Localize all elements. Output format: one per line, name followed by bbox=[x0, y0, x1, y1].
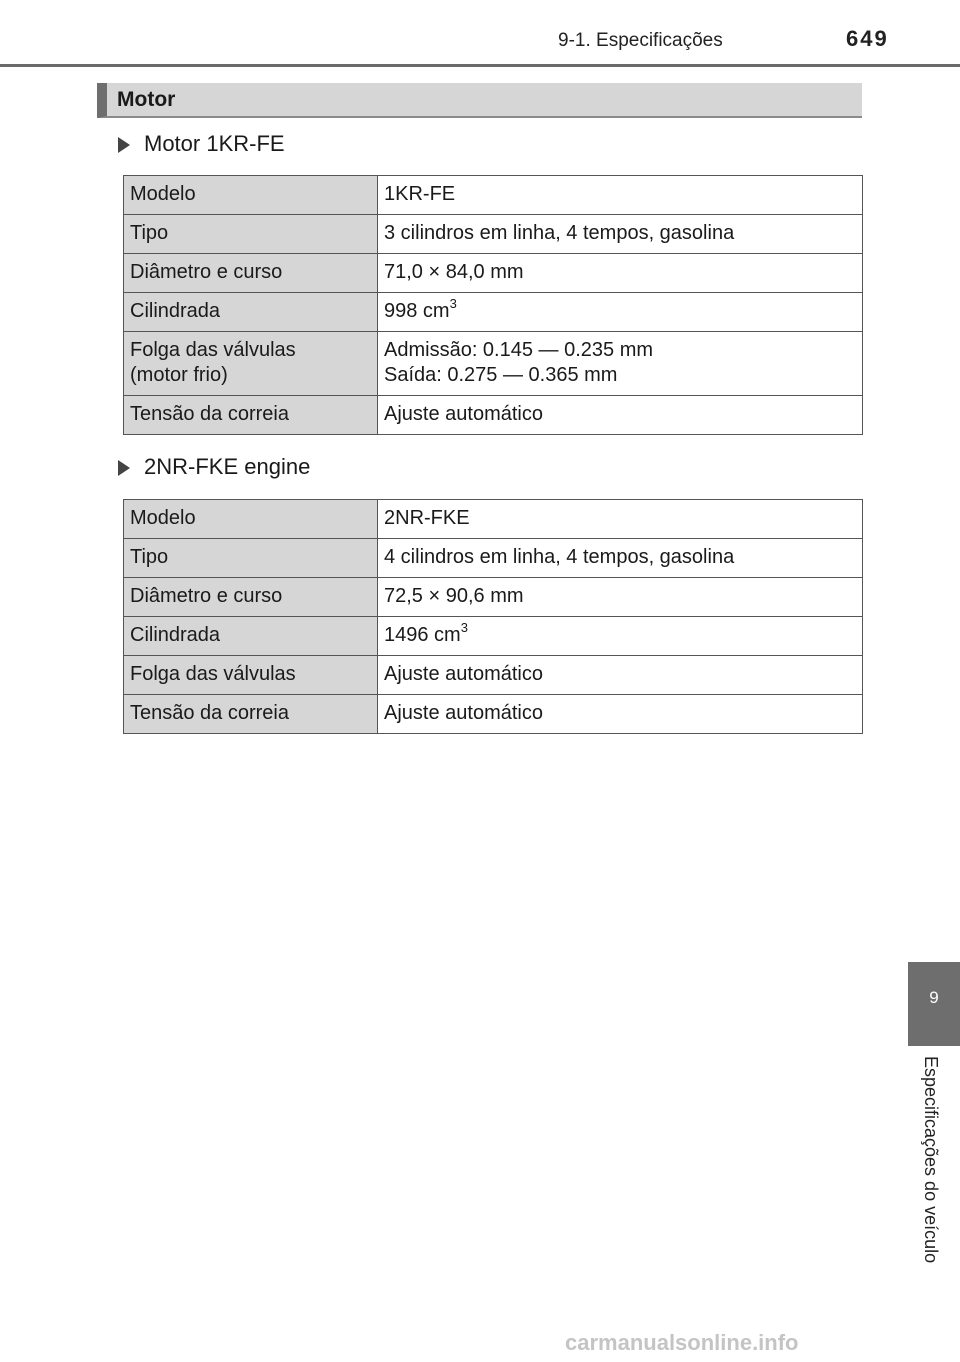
spec-value-text: 1KR-FE bbox=[384, 183, 456, 205]
chapter-tab bbox=[908, 962, 960, 1046]
spec-row bbox=[124, 695, 863, 734]
spec-value bbox=[378, 176, 863, 215]
engine-heading-2nr bbox=[118, 454, 310, 480]
unit-superscript: 3 bbox=[460, 620, 468, 635]
spec-value bbox=[378, 332, 863, 396]
spec-value-text: 998 cm bbox=[384, 300, 450, 322]
spec-label: Tipo bbox=[124, 539, 378, 578]
spec-row bbox=[124, 332, 863, 396]
spec-row bbox=[124, 539, 863, 578]
section-heading-bar bbox=[97, 83, 862, 118]
spec-value-text: 1496 cm bbox=[384, 624, 461, 646]
spec-table-2nr bbox=[123, 499, 863, 734]
page-number: 649 bbox=[846, 26, 889, 51]
spec-value-text: 3 cilindros em linha, 4 tempos, gasolina bbox=[384, 222, 735, 244]
triangle-bullet-icon bbox=[118, 460, 130, 476]
spec-row bbox=[124, 396, 863, 435]
spec-row bbox=[124, 617, 863, 656]
spec-row bbox=[124, 293, 863, 332]
spec-value bbox=[378, 617, 863, 656]
spec-label: Cilindrada bbox=[124, 617, 378, 656]
spec-row bbox=[124, 254, 863, 293]
spec-value-text: Admissão: 0.145 — 0.235 mm Saída: 0.275 — 0.365 mm bbox=[384, 339, 654, 386]
spec-table-1kr bbox=[123, 175, 863, 435]
header-divider bbox=[0, 64, 960, 67]
spec-value bbox=[378, 695, 863, 734]
spec-label: Tensão da correia bbox=[124, 396, 378, 435]
spec-label: Modelo bbox=[124, 176, 378, 215]
spec-value-text: 4 cilindros em linha, 4 tempos, gasolina bbox=[384, 546, 735, 568]
engine-heading-text: 2NR-FKE engine bbox=[144, 454, 311, 479]
spec-value bbox=[378, 578, 863, 617]
spec-value-text: 2NR-FKE bbox=[384, 507, 470, 529]
spec-label: Diâmetro e curso bbox=[124, 254, 378, 293]
spec-value bbox=[378, 396, 863, 435]
spec-value bbox=[378, 293, 863, 332]
engine-heading-1kr bbox=[118, 131, 285, 157]
spec-row bbox=[124, 500, 863, 539]
chapter-number: 9 bbox=[929, 988, 939, 1007]
spec-label: Tensão da correia bbox=[124, 695, 378, 734]
spec-value-text: 71,0 × 84,0 mm bbox=[384, 261, 524, 283]
spec-value-text: 72,5 × 90,6 mm bbox=[384, 585, 524, 607]
spec-value bbox=[378, 215, 863, 254]
unit-superscript: 3 bbox=[449, 296, 457, 311]
triangle-bullet-icon bbox=[118, 137, 130, 153]
spec-value-text: Ajuste automático bbox=[384, 702, 543, 724]
spec-label: Tipo bbox=[124, 215, 378, 254]
spec-label: Folga das válvulas bbox=[124, 656, 378, 695]
chapter-title-vertical: Especificações do veículo bbox=[921, 1056, 941, 1264]
spec-value bbox=[378, 254, 863, 293]
spec-value bbox=[378, 539, 863, 578]
section-heading: Motor bbox=[117, 88, 176, 111]
section-title: 9-1. Especificações bbox=[558, 30, 723, 51]
spec-row bbox=[124, 656, 863, 695]
spec-value bbox=[378, 656, 863, 695]
spec-row bbox=[124, 176, 863, 215]
spec-label: Diâmetro e curso bbox=[124, 578, 378, 617]
spec-value bbox=[378, 500, 863, 539]
spec-label: Cilindrada bbox=[124, 293, 378, 332]
spec-label: Folga das válvulas (motor frio) bbox=[124, 332, 378, 396]
spec-row bbox=[124, 215, 863, 254]
spec-value-text: Ajuste automático bbox=[384, 663, 543, 685]
spec-row bbox=[124, 578, 863, 617]
spec-value-text: Ajuste automático bbox=[384, 403, 543, 425]
watermark: carmanualsonline.info bbox=[565, 1330, 799, 1355]
spec-label: Modelo bbox=[124, 500, 378, 539]
engine-heading-text: Motor 1KR-FE bbox=[144, 131, 285, 156]
